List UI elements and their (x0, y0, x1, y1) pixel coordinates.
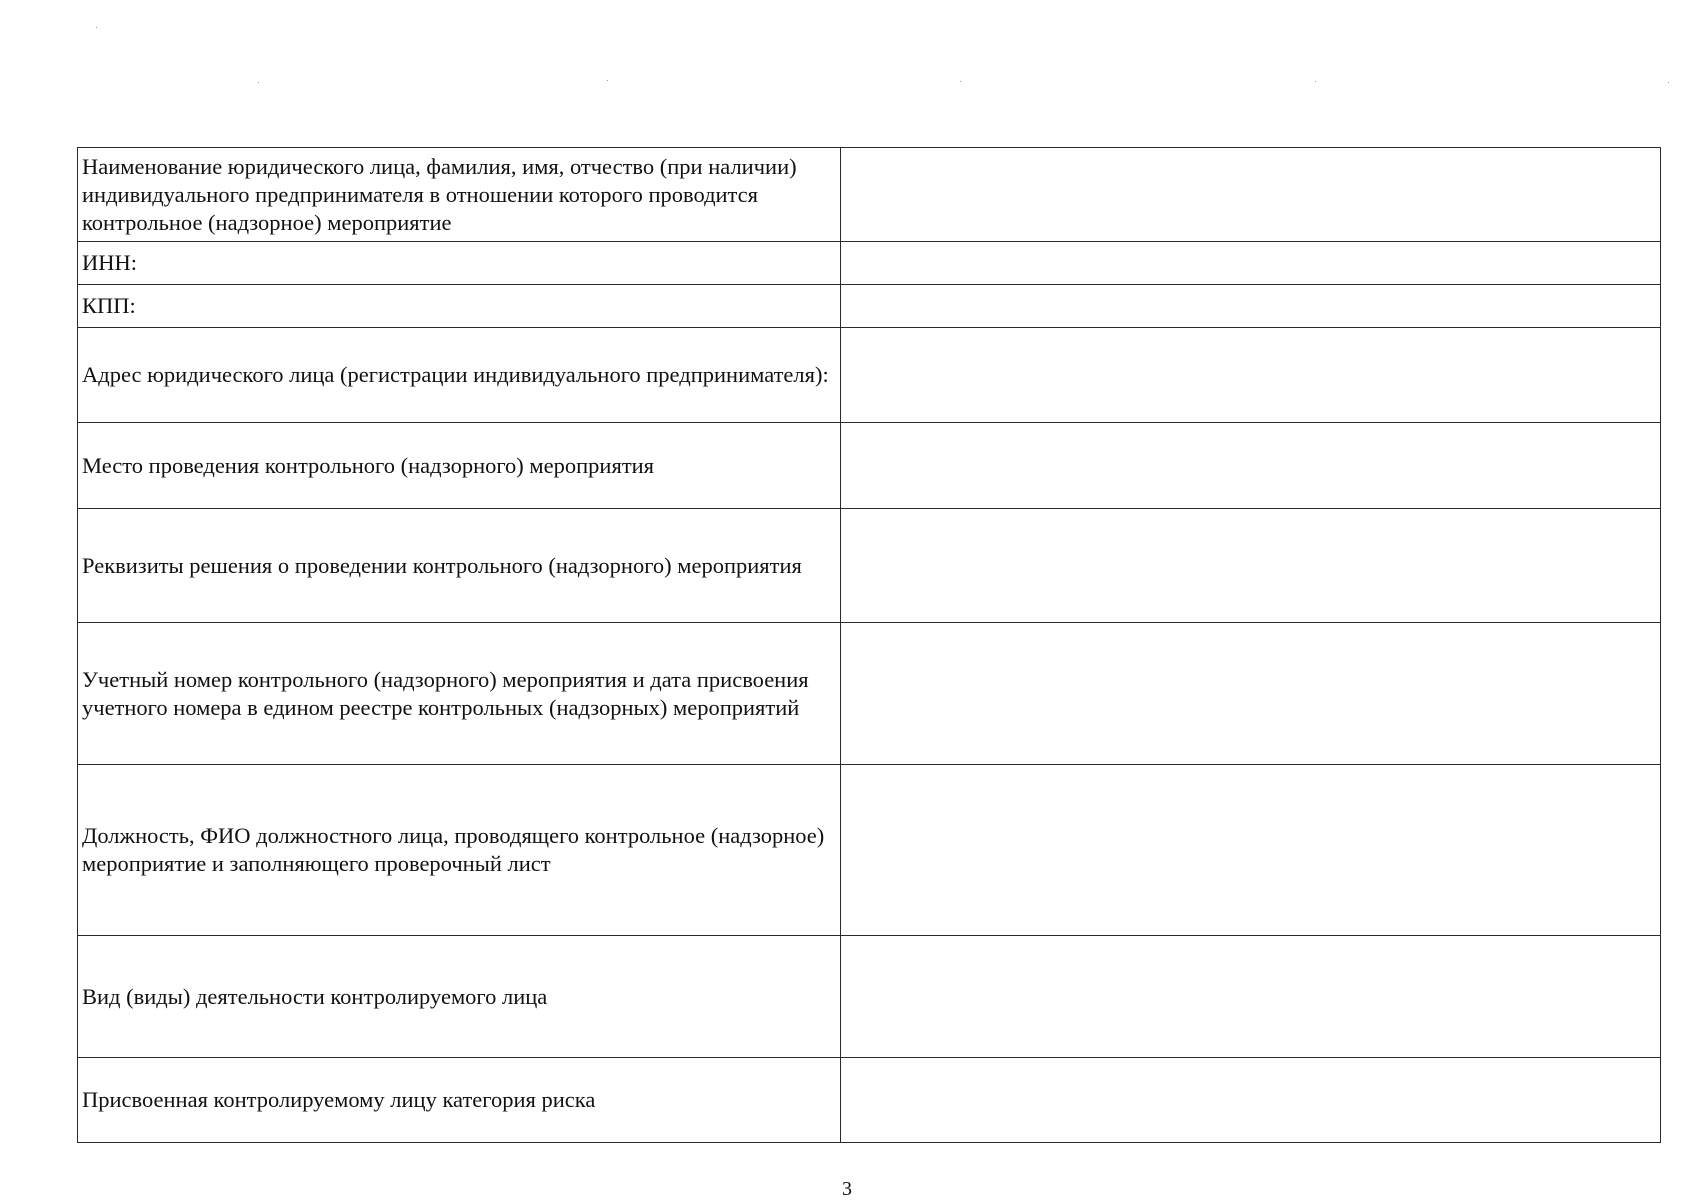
row-value-event-location[interactable] (841, 423, 1661, 509)
row-value-decision-details[interactable] (841, 509, 1661, 623)
table-row (78, 936, 1661, 1058)
table-row (78, 509, 1661, 623)
scan-speck (1315, 81, 1316, 82)
row-label-kpp: КПП: (78, 285, 841, 328)
table-row (78, 623, 1661, 765)
page-number: 3 (842, 1178, 852, 1200)
scan-speck (96, 27, 97, 28)
table-row (78, 328, 1661, 423)
inspection-info-table (77, 147, 1661, 1143)
row-label-organization-name: Наименование юридического лица, фамилия, имя, отчество (при наличии) индивидуального предпринимателя в отношении которого проводится контрольное (надзорное) мероприятие (78, 148, 841, 242)
row-label-address: Адрес юридического лица (регистрации индивидуального предпринимателя): (78, 328, 841, 423)
scan-speck (607, 80, 608, 81)
row-value-address[interactable] (841, 328, 1661, 423)
table-row (78, 1058, 1661, 1143)
row-value-inn[interactable] (841, 242, 1661, 285)
row-value-inspector[interactable] (841, 765, 1661, 936)
row-label-event-location: Место проведения контрольного (надзорного) мероприятия (78, 423, 841, 509)
scan-speck (258, 82, 259, 83)
table-row (78, 765, 1661, 936)
row-label-inn: ИНН: (78, 242, 841, 285)
row-label-inspector: Должность, ФИО должностного лица, проводящего контрольное (надзорное) мероприятие и заполняющего проверочный лист (78, 765, 841, 936)
table-row (78, 285, 1661, 328)
table-row (78, 148, 1661, 242)
scan-speck (960, 81, 961, 82)
table-row (78, 423, 1661, 509)
row-label-registration-number: Учетный номер контрольного (надзорного) мероприятия и дата присвоения учетного номера в едином реестре контрольных (надзорных) мероприятий (78, 623, 841, 765)
row-label-risk-category: Присвоенная контролируемому лицу категория риска (78, 1058, 841, 1143)
row-value-registration-number[interactable] (841, 623, 1661, 765)
row-value-organization-name[interactable] (841, 148, 1661, 242)
row-label-activity-type: Вид (виды) деятельности контролируемого лица (78, 936, 841, 1058)
table-row (78, 242, 1661, 285)
row-value-activity-type[interactable] (841, 936, 1661, 1058)
scan-speck (1668, 82, 1669, 83)
row-label-decision-details: Реквизиты решения о проведении контрольного (надзорного) мероприятия (78, 509, 841, 623)
row-value-risk-category[interactable] (841, 1058, 1661, 1143)
row-value-kpp[interactable] (841, 285, 1661, 328)
